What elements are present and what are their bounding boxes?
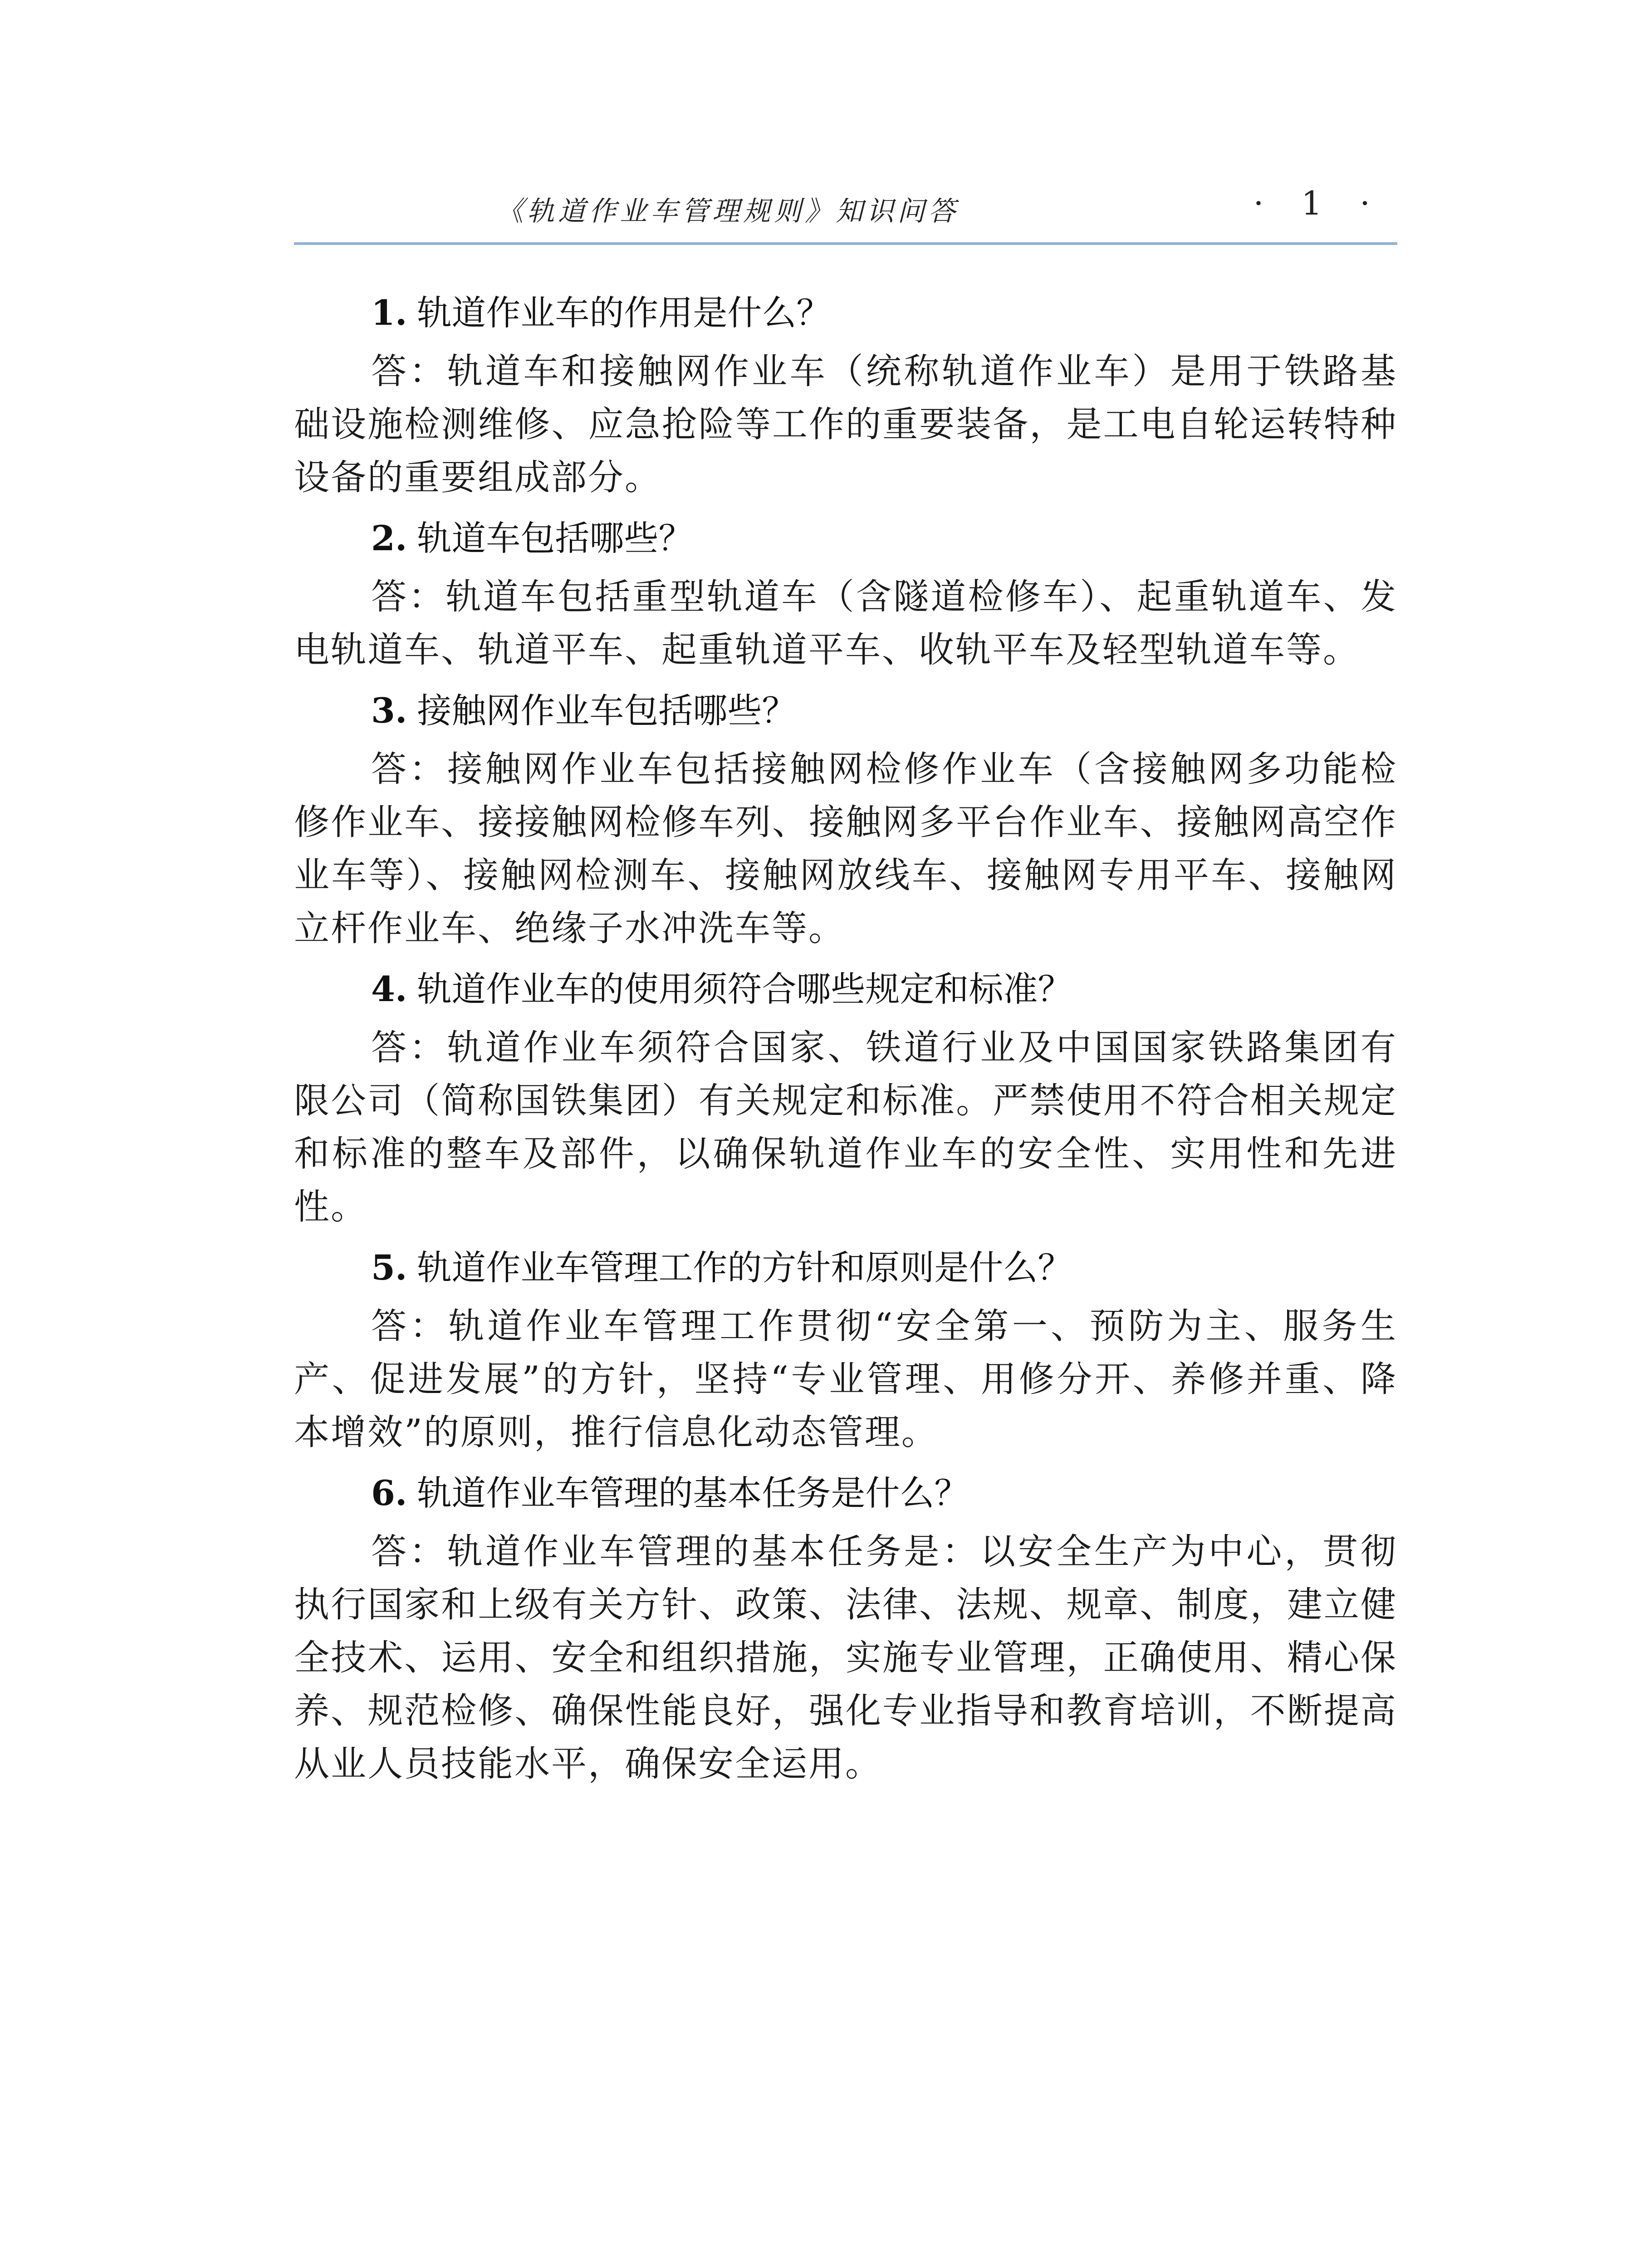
page-number: · 1 ·: [1253, 184, 1384, 222]
qa-item-3: [294, 684, 1397, 955]
question-text: 轨道车包括哪些？: [417, 518, 693, 558]
answer-4: 答：轨道作业车须符合国家、铁道行业及中国国家铁路集团有限公司（简称国铁集团）有关规定和标准。严禁使用不符合相关规定和标准的整车及部件，以确保轨道作业车的安全性、实用性和先进性。: [294, 1027, 1397, 1227]
answer-3: 答：接触网作业车包括接触网检修作业车（含接触网多功能检修作业车、接接触网检修车列、接触网多平台作业车、接触网高空作业车等）、接触网检测车、接触网放线车、接触网专用平车、接触网立杆作业车、绝缘子水冲洗车等。: [294, 749, 1397, 949]
qa-item-6: [294, 1466, 1397, 1791]
answer-1: 答：轨道车和接触网作业车（统称轨道作业车）是用于铁路基础设施检测维修、应急抢险等工作的重要装备，是工电自轮运转特种设备的重要组成部分。: [294, 351, 1397, 498]
question-number: 2.: [371, 518, 407, 558]
question-number: 6.: [371, 1473, 407, 1513]
question-number: 5.: [371, 1247, 407, 1288]
question-text: 接触网作业车包括哪些？: [417, 690, 797, 731]
answer-5: 答：轨道作业车管理工作贯彻“安全第一、预防为主、服务生产、促进发展”的方针，坚持“专业管理、用修分开、养修并重、降本增效”的原则，推行信息化动态管理。: [294, 1306, 1397, 1453]
question-number: 4.: [371, 969, 407, 1009]
qa-content: [294, 279, 1397, 1791]
qa-item-2: [294, 512, 1397, 677]
question-2: [294, 512, 1397, 565]
question-1: [294, 286, 1397, 340]
question-5: [294, 1241, 1397, 1295]
qa-item-1: [294, 286, 1397, 504]
running-title: 《轨道作业车管理规则》知识问答: [496, 196, 959, 227]
question-text: 轨道作业车的作用是什么？: [417, 293, 831, 333]
question-text: 轨道作业车的使用须符合哪些规定和标准？: [417, 969, 1072, 1009]
page-header: [294, 181, 1397, 245]
qa-item-5: [294, 1241, 1397, 1459]
question-number: 1.: [371, 293, 407, 333]
question-text: 轨道作业车管理工作的方针和原则是什么？: [417, 1247, 1072, 1288]
answer-6: 答：轨道作业车管理的基本任务是：以安全生产为中心，贯彻执行国家和上级有关方针、政策、法律、法规、规章、制度，建立健全技术、运用、安全和组织措施，实施专业管理，正确使用、精心保养、规范检修、确保性能良好，强化专业指导和教育培训，不断提高从业人员技能水平，确保安全运用。: [294, 1531, 1397, 1784]
question-text: 轨道作业车管理的基本任务是什么？: [417, 1473, 969, 1513]
header-divider: [294, 242, 1397, 245]
question-3: [294, 684, 1397, 738]
question-6: [294, 1466, 1397, 1520]
qa-item-4: [294, 963, 1397, 1234]
question-4: [294, 963, 1397, 1016]
answer-2: 答：轨道车包括重型轨道车（含隧道检修车）、起重轨道车、发电轨道车、轨道平车、起重轨道平车、收轨平车及轻型轨道车等。: [294, 577, 1397, 670]
question-number: 3.: [371, 690, 407, 731]
